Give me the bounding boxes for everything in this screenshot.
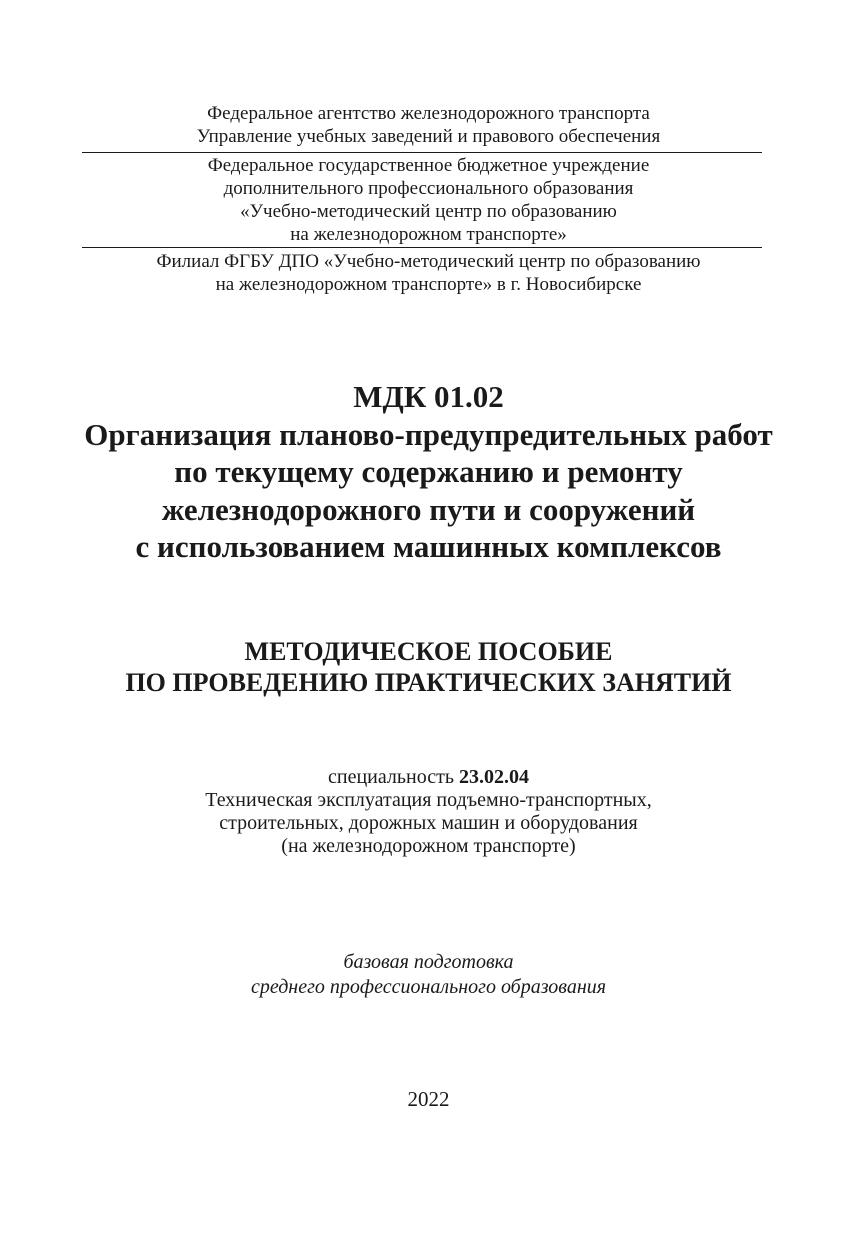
header-divider: [82, 247, 762, 248]
title-line: с использованием машинных комплексов: [135, 529, 722, 564]
publication-year: 2022: [407, 1087, 450, 1111]
branch-header: [0, 250, 857, 296]
document-title: [0, 378, 857, 566]
subtitle-line: ПО ПРОВЕДЕНИЮ ПРАКТИЧЕСКИХ ЗАНЯТИЙ: [125, 668, 732, 697]
ministry-line: Федеральное агентство железнодорожного транспорта: [207, 103, 650, 124]
document-subtitle: [0, 636, 857, 698]
course-code: МДК 01.02: [353, 379, 504, 414]
specialty-label: специальность: [328, 766, 459, 788]
specialty-line: строительных, дорожных машин и оборудования: [219, 812, 638, 834]
level-line: базовая подготовка: [343, 951, 514, 973]
specialty-heading: [0, 766, 857, 789]
title-line: железнодорожного пути и сооружений: [161, 491, 696, 527]
institution-line: Федеральное государственное бюджетное учреждение: [207, 155, 650, 176]
specialty-code: 23.02.04: [458, 766, 529, 788]
branch-line: Филиал ФГБУ ДПО «Учебно-методический центр по образованию: [156, 251, 701, 272]
institution-line: «Учебно-методический центр по образованию: [240, 201, 617, 222]
specialty-line: Техническая эксплуатация подъемно-транспортных,: [205, 789, 652, 811]
title-line: по текущему содержанию и ремонту: [174, 454, 683, 489]
institution-line: дополнительного профессионального образования: [223, 178, 634, 199]
ministry-header: [0, 102, 857, 148]
level-line: среднего профессионального образования: [250, 976, 607, 998]
institution-header: [0, 154, 857, 246]
header-divider: [82, 152, 762, 153]
ministry-line: Управление учебных заведений и правового обеспечения: [196, 126, 661, 147]
education-level: [0, 950, 857, 1000]
institution-line: на железнодорожном транспорте»: [290, 224, 567, 245]
subtitle-line: МЕТОДИЧЕСКОЕ ПОСОБИЕ: [244, 637, 613, 666]
branch-line: на железнодорожном транспорте» в г. Новосибирске: [215, 274, 642, 295]
specialty-line: (на железнодорожном транспорте): [281, 835, 576, 857]
specialty-block: [0, 766, 857, 858]
title-line: Организация планово-предупредительных работ: [84, 416, 773, 452]
